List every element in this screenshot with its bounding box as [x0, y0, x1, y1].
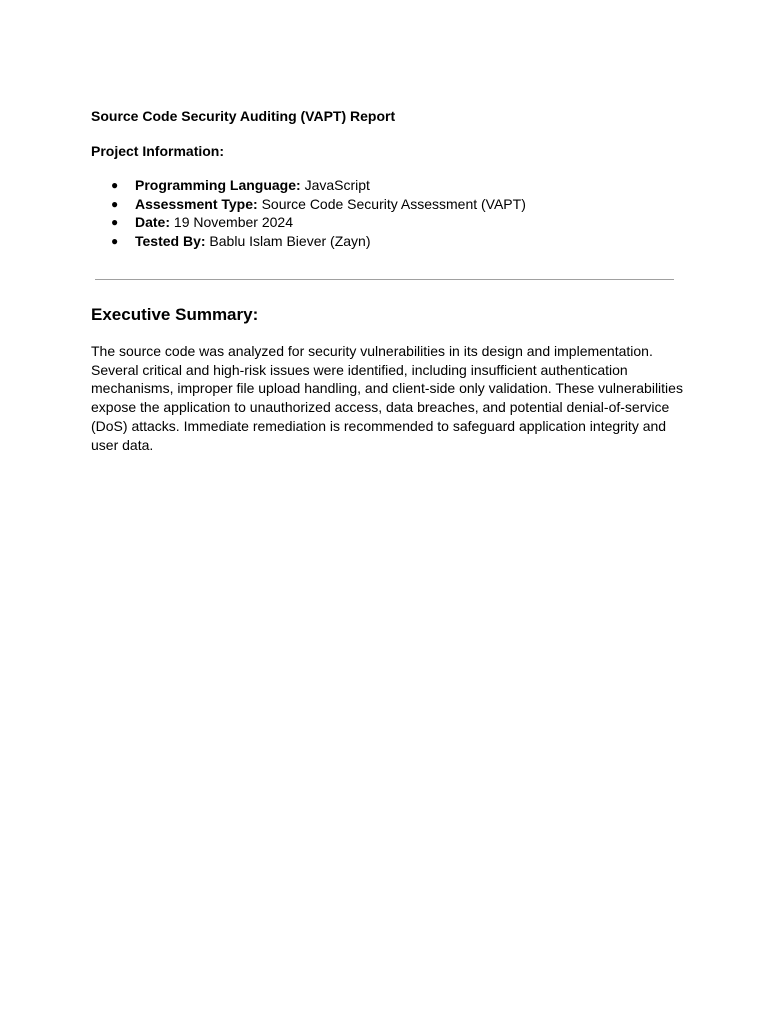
- summary-line: Several critical and high-risk issues were identified, including insufficient authentication: [91, 361, 628, 378]
- project-information-list: [91, 176, 526, 251]
- bullet-icon: ●: [111, 215, 119, 230]
- info-value: JavaScript: [300, 177, 370, 193]
- info-key: Date:: [135, 214, 171, 231]
- info-item-assessment-type: [91, 195, 526, 214]
- bullet-icon: ●: [111, 178, 119, 192]
- bullet-icon: ●: [111, 234, 119, 249]
- info-item-programming-language: [91, 176, 526, 195]
- report-title: Source Code Security Auditing (VAPT) Report: [91, 108, 396, 124]
- info-item-tested-by: [91, 232, 526, 251]
- executive-summary-paragraph: [91, 342, 681, 454]
- summary-line: user data.: [91, 436, 154, 453]
- info-key: Programming Language:: [135, 177, 301, 193]
- project-information-label: Project Information:: [91, 143, 225, 159]
- summary-line: The source code was analyzed for security vulnerabilities in its design and implementation.: [91, 343, 653, 359]
- summary-line: mechanisms, improper file upload handling, and client-side only validation. These vulnerabilities: [91, 380, 683, 397]
- info-key: Assessment Type:: [135, 195, 258, 212]
- info-key: Tested By:: [135, 233, 206, 250]
- info-value: Source Code Security Assessment (VAPT): [257, 195, 526, 212]
- info-value: 19 November 2024: [170, 214, 293, 231]
- bullet-icon: ●: [111, 196, 119, 211]
- horizontal-divider: [95, 279, 674, 280]
- summary-line: expose the application to unauthorized access, data breaches, and potential denial-of-service: [91, 399, 670, 416]
- summary-line: (DoS) attacks. Immediate remediation is recommended to safeguard application integrity and: [91, 417, 667, 434]
- executive-summary-heading: Executive Summary:: [91, 305, 259, 324]
- info-item-date: [91, 213, 526, 232]
- info-value: Bablu Islam Biever (Zayn): [205, 233, 371, 250]
